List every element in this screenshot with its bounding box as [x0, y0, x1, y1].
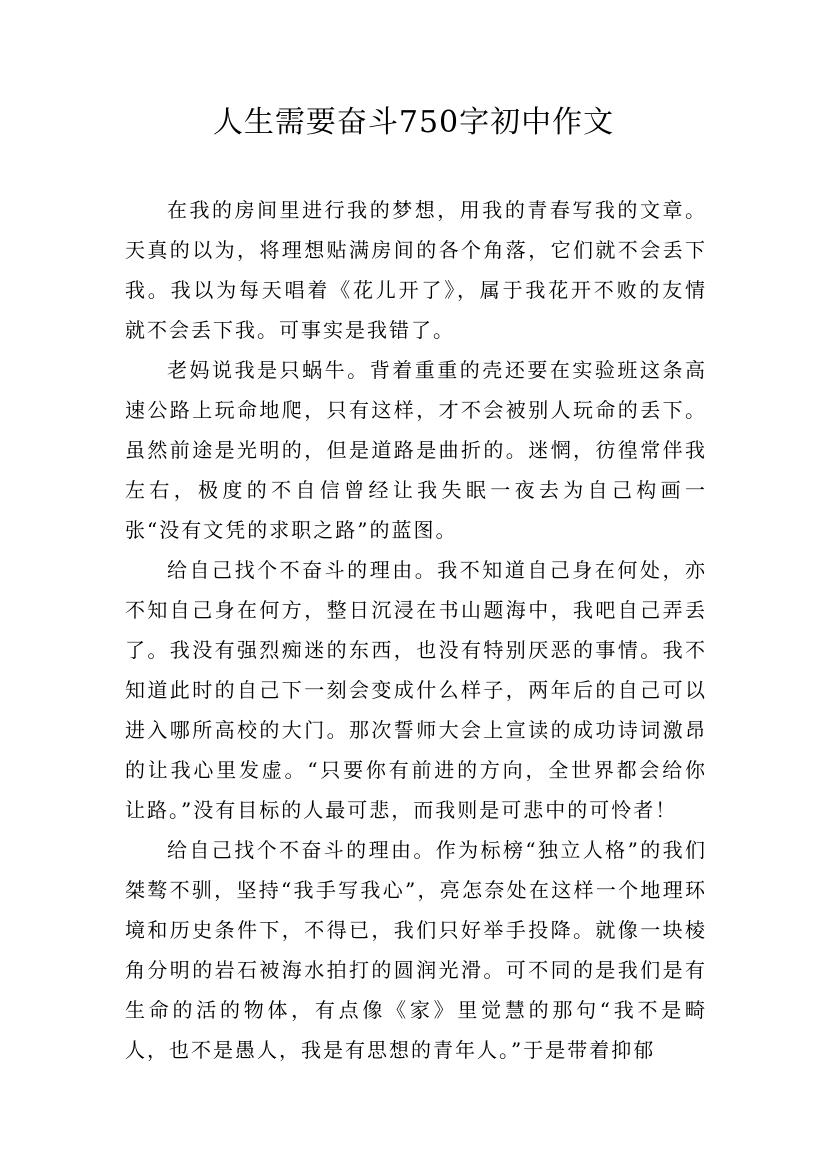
document-title: 人生需要奋斗750字初中作文: [212, 105, 615, 140]
paragraph-2: 老妈说我是只蜗牛。背着重重的壳还要在实验班这条高速公路上玩命地爬，只有这样，才不会被别人玩命的丢下。虽然前途是光明的，但是道路是曲折的。迷惘，彷徨常伴我左右，极度的不自信曾经让我失眠一夜去为自己构画一张“没有文凭的求职之路”的蓝图。: [125, 358, 707, 542]
paragraph-1: 在我的房间里进行我的梦想，用我的青春写我的文章。天真的以为，将理想贴满房间的各个角落，它们就不会丢下我。我以为每天唱着《花儿开了》，属于我花开不败的友情就不会丢下我。可事实是我错了。: [125, 198, 707, 342]
paragraph-3: 给自己找个不奋斗的理由。我不知道自己身在何处，亦不知自己身在何方，整日沉浸在书山题海中，我吧自己弄丢了。我没有强烈痴迷的东西，也没有特别厌恶的事情。我不知道此时的自己下一刻会变成什么样子，两年后的自己可以进入哪所高校的大门。那次誓师大会上宣读的成功诗词激昂的让我心里发虚。“只要你有前进的方向，全世界都会给你让路。”没有目标的人最可悲，而我则是可悲中的可怜者！: [125, 558, 707, 822]
document-body: [125, 190, 707, 1070]
paragraph-4: 给自己找个不奋斗的理由。作为标榜“独立人格”的我们桀骜不驯，坚持“我手写我心”，亮怎奈处在这样一个地理环境和历史条件下，不得已，我们只好举手投降。就像一块棱角分明的岩石被海水拍打的圆润光滑。可不同的是我们是有生命的活的物体，有点像《家》里觉慧的那句“我不是畸人，也不是愚人，我是有思想的青年人。”于是带着抑郁: [125, 838, 707, 1062]
